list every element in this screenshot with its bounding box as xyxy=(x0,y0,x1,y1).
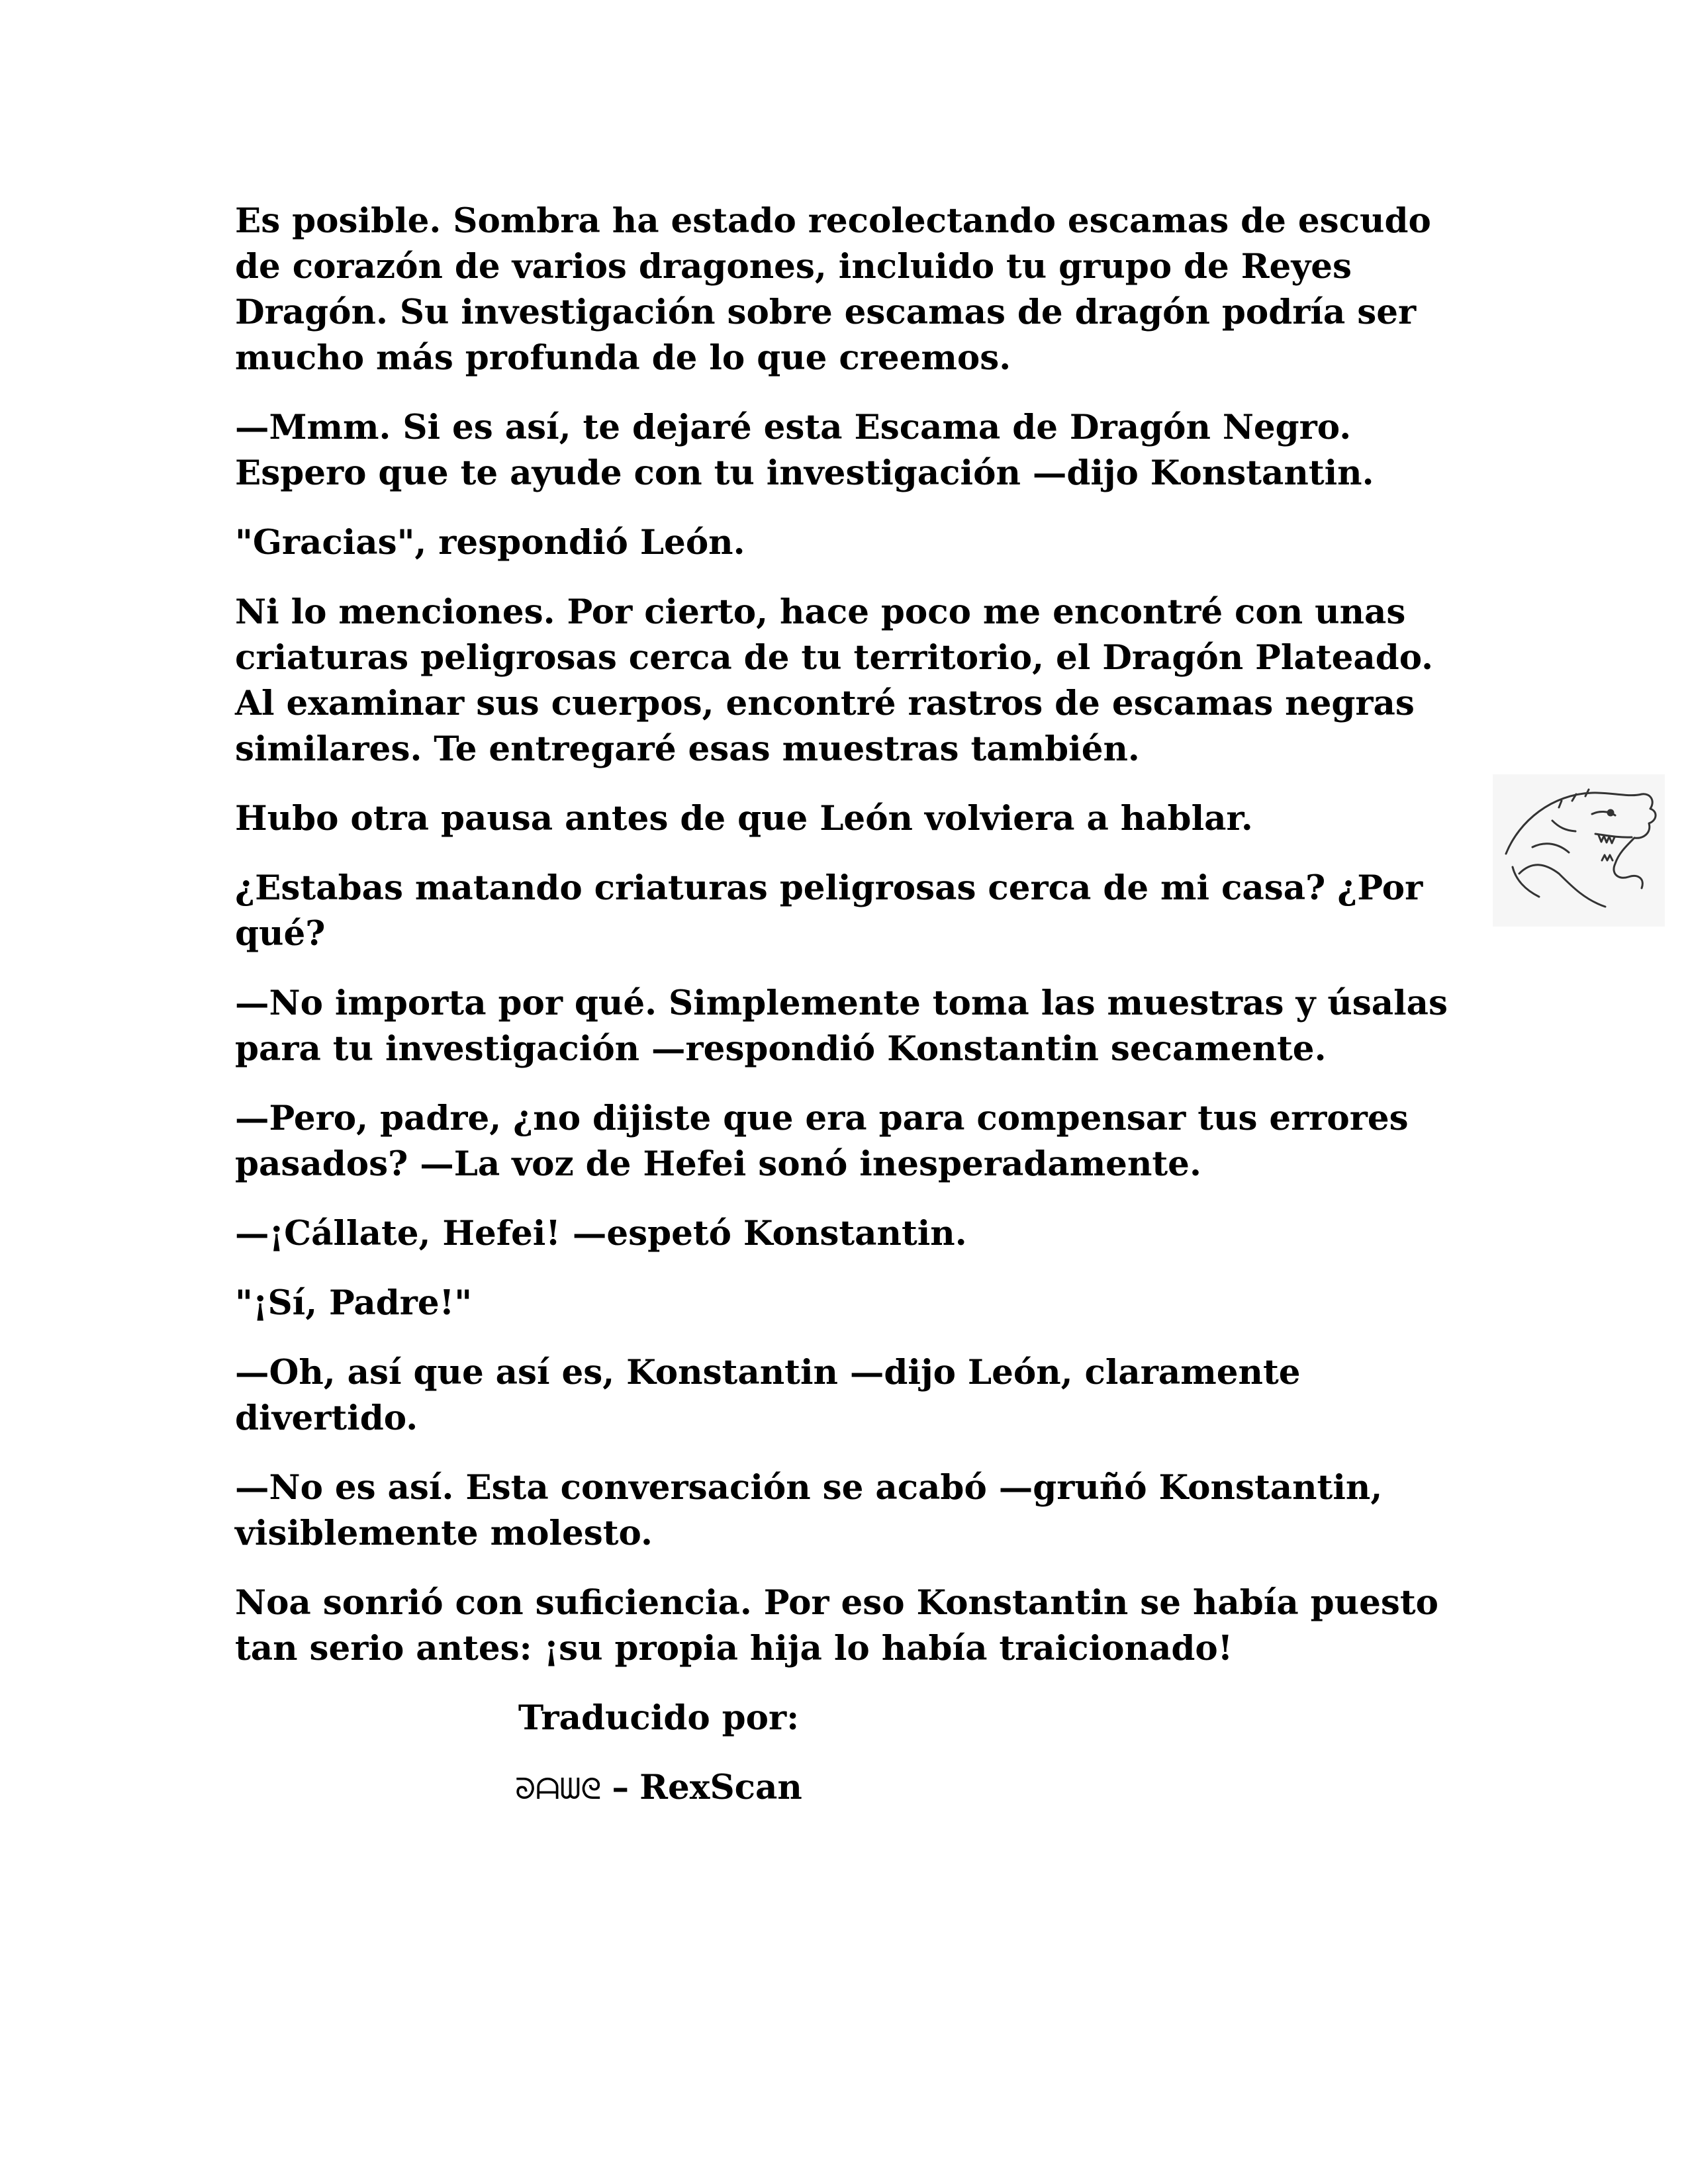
paragraph: Hubo otra pausa antes de que León volviera a hablar. xyxy=(235,799,1253,839)
credit-separator: – xyxy=(612,1768,630,1807)
paragraph: —Mmm. Si es así, te dejaré esta Escama de Dragón Negro. Espero que te ayude con tu investigación —dijo Konstantin. xyxy=(235,408,1374,493)
document-body xyxy=(235,199,1479,1836)
paragraph: —¡Cállate, Hefei! —espetó Konstantin. xyxy=(235,1214,967,1253)
dinosaur-sketch-icon xyxy=(1493,774,1665,927)
paragraph: —No importa por qué. Simplemente toma las muestras y úsalas para tu investigación —respondió Konstantin secamente. xyxy=(235,983,1448,1069)
paragraph: —No es así. Esta conversación se acabó —gruñó Konstantin, visiblemente molesto. xyxy=(235,1468,1383,1553)
scan-group-name: RexScan xyxy=(639,1768,802,1807)
paragraph: Ni lo menciones. Por cierto, hace poco me encontré con unas criaturas peligrosas cerca de tu territorio, el Dragón Plateado. Al examinar sus cuerpos, encontré rastros de escamas negras similares. Te entregaré esas muestras también. xyxy=(235,592,1434,769)
paragraph: —Pero, padre, ¿no dijiste que era para compensar tus errores pasados? —La voz de Hefei sonó inesperadamente. xyxy=(235,1099,1409,1184)
paragraph: Es posible. Sombra ha estado recolectando escamas de escudo de corazón de varios dragones, incluido tu grupo de Reyes Dragón. Su investigación sobre escamas de dragón podría ser mucho más profunda de lo que creemos. xyxy=(235,201,1431,378)
translator-name: ᘐᗩᗯᘓ xyxy=(515,1772,602,1806)
paragraph: "¡Sí, Padre!" xyxy=(235,1283,473,1323)
translated-by-label: Traducido por: xyxy=(518,1698,800,1738)
translator-credit xyxy=(235,1765,1082,1812)
paragraph: "Gracias", respondió León. xyxy=(235,523,745,563)
paragraph: —Oh, así que así es, Konstantin —dijo León, claramente divertido. xyxy=(235,1353,1301,1438)
paragraph: Noa sonrió con suficiencia. Por eso Konstantin se había puesto tan serio antes: ¡su propia hija lo había traicionado! xyxy=(235,1583,1438,1668)
paragraph: ¿Estabas matando criaturas peligrosas cerca de mi casa? ¿Por qué? xyxy=(235,868,1423,954)
